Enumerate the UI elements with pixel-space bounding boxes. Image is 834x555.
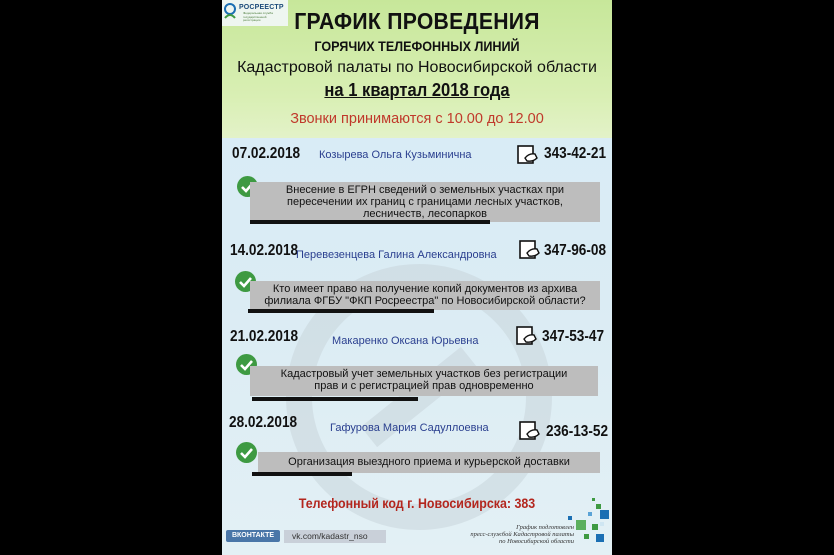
entry-date: 07.02.2018 xyxy=(232,145,301,162)
topic-line: филиала ФГБУ "ФКП Росреестра" по Новосибирской области? xyxy=(264,295,586,307)
entry-phone: 347-53-47 xyxy=(542,328,605,345)
logo-name: РОСРЕЕСТР xyxy=(239,4,284,11)
entry-name: Гафурова Мария Садуллоевна xyxy=(330,422,489,434)
underline-decoration xyxy=(252,397,418,401)
phone-icon xyxy=(519,240,541,260)
topic-box xyxy=(250,281,600,310)
entry-phone: 347-96-08 xyxy=(544,242,607,259)
phone-icon xyxy=(517,145,539,165)
vk-url-link[interactable]: vk.com/kadastr_nso xyxy=(284,530,386,543)
topic-line: Кто имеет право на получение копий документов из архива xyxy=(272,283,578,295)
topic-box xyxy=(258,452,600,473)
phone-icon xyxy=(516,326,538,346)
entry-date: 21.02.2018 xyxy=(230,328,299,345)
hotline-schedule-poster xyxy=(222,0,612,555)
entry-name: Козырева Ольга Кузьминична xyxy=(319,149,472,161)
underline-decoration xyxy=(252,472,352,476)
credit-line: по Новосибирской области xyxy=(498,538,574,545)
phone-icon xyxy=(519,421,541,441)
credit-line: График подготовлен xyxy=(516,524,574,531)
entry-name: Макаренко Оксана Юрьевна xyxy=(332,335,479,347)
credit-text xyxy=(434,524,574,545)
checkmark-icon xyxy=(236,442,257,463)
credit-line: пресс-службой Кадастровой палаты xyxy=(470,531,574,538)
poster-title: ГРАФИК ПРОВЕДЕНИЯ xyxy=(294,8,540,34)
phone-code: Телефонный код г. Новосибирска: 383 xyxy=(298,496,536,511)
topic-line: прав и с регистрацией прав одновременно xyxy=(314,380,534,392)
topic-line: Кадастровый учет земельных участков без регистрации xyxy=(280,368,568,380)
entry-name: Перевезенцева Галина Александровна xyxy=(296,249,497,261)
entry-date: 14.02.2018 xyxy=(230,242,299,259)
decorative-squares-icon xyxy=(560,498,612,550)
underline-decoration xyxy=(250,220,490,224)
topic-line: Внесение в ЕГРН сведений о земельных участках при xyxy=(285,184,565,196)
topic-line: пересечении их границ с границами лесных участков, xyxy=(287,196,563,208)
organization-name: Кадастровой палаты по Новосибирской области xyxy=(237,59,597,76)
topic-box xyxy=(250,366,598,396)
underline-decoration xyxy=(248,309,434,313)
logo-subtitle: Федеральная служба государственной регистрации xyxy=(243,11,273,22)
calls-time: Звонки принимаются с 10.00 до 12.00 xyxy=(290,111,544,127)
topic-line: лесничеств, лесопарков xyxy=(363,208,487,220)
schedule-period: на 1 квартал 2018 года xyxy=(324,80,510,100)
vk-link-button[interactable]: ВКОНТАКТЕ xyxy=(226,530,280,542)
entry-phone: 343-42-21 xyxy=(544,145,607,162)
topic-box xyxy=(250,182,600,222)
poster-subtitle: ГОРЯЧИХ ТЕЛЕФОННЫХ ЛИНИЙ xyxy=(314,38,520,54)
entry-phone: 236-13-52 xyxy=(546,423,609,440)
topic-line: Организация выездного приема и курьерской доставки xyxy=(288,456,570,468)
entry-date: 28.02.2018 xyxy=(229,414,298,431)
